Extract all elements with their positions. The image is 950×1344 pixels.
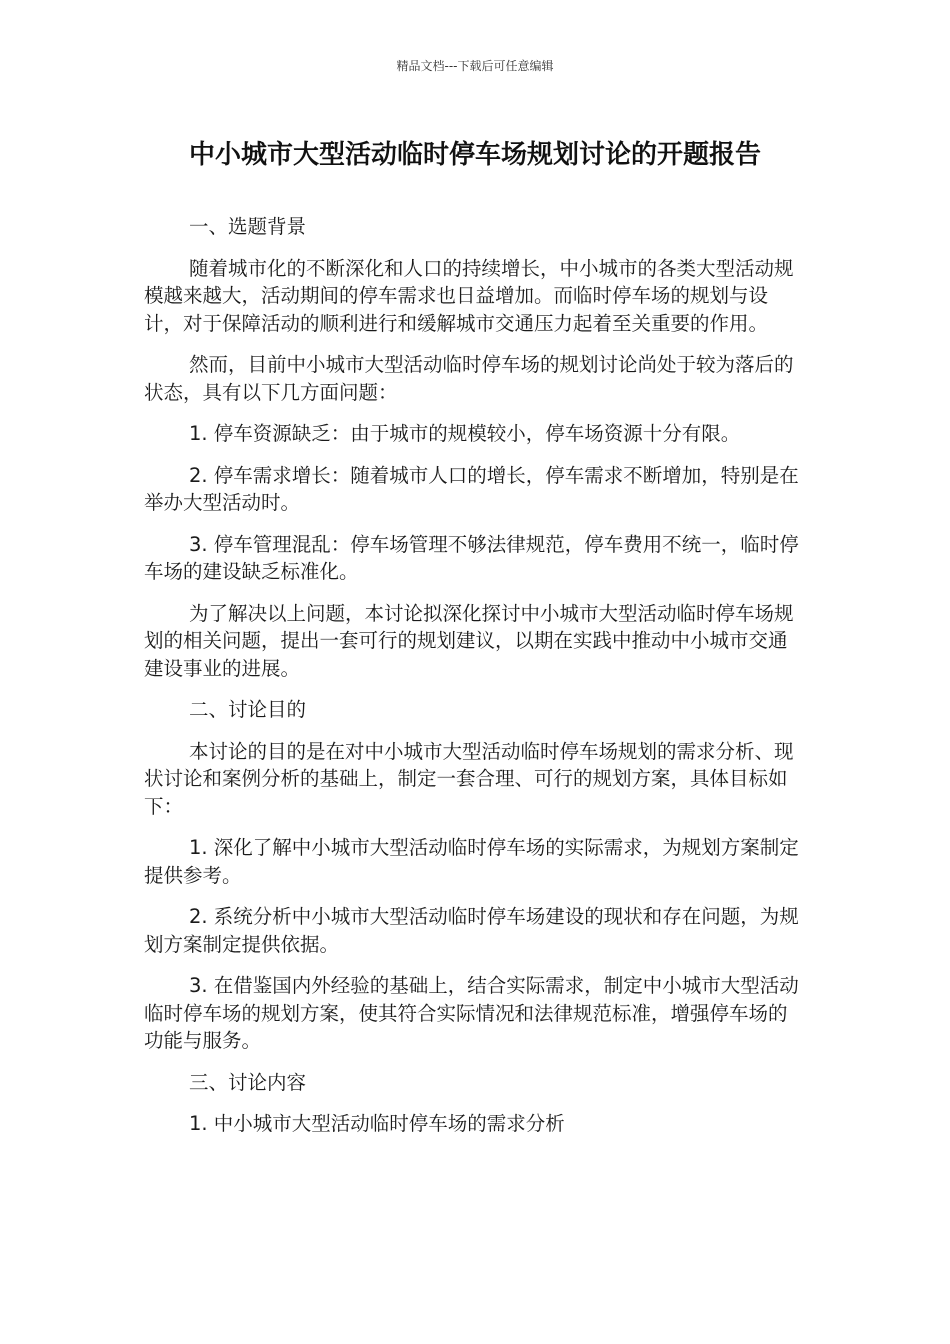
section-heading-purpose: 二、讨论目的 (189, 698, 307, 721)
header-note: 精品文档---下载后可任意编辑 (396, 59, 554, 73)
list-item-problem-3: 3. 停车管理混乱：停车场管理不够法律规范，停车费用不统一，临时停车场的建设缺乏标准化。 (144, 532, 799, 583)
document-title: 中小城市大型活动临时停车场规划讨论的开题报告 (188, 140, 761, 170)
list-item-goal-2: 2. 系统分析中小城市大型活动临时停车场建设的现状和存在问题，为规划方案制定提供依据。 (144, 905, 799, 956)
list-item-content-1: 1. 中小城市大型活动临时停车场的需求分析 (189, 1112, 565, 1135)
list-item-problem-2: 2. 停车需求增长：随着城市人口的增长，停车需求不断增加，特别是在举办大型活动时。 (144, 463, 799, 514)
section-heading-background: 一、选题背景 (189, 215, 307, 238)
document-body (144, 213, 800, 1152)
section-heading-content: 三、讨论内容 (189, 1070, 307, 1094)
paragraph-background: 随着城市化的不断深化和人口的持续增长，中小城市的各类大型活动规模越来越大，活动期间的停车需求也日益增加。而临时停车场的规划与设计，对于保障活动的顺利进行和缓解城市交通压力起着至关重要的作用。 (144, 256, 794, 335)
list-item-goal-3: 3. 在借鉴国内外经验的基础上，结合实际需求，制定中小城市大型活动临时停车场的规划方案，使其符合实际情况和法律规范标准，增强停车场的功能与服务。 (144, 974, 799, 1052)
paragraph-solution: 为了解决以上问题，本讨论拟深化探讨中小城市大型活动临时停车场规划的相关问题，提出一套可行的规划建议，以期在实践中推动中小城市交通建设事业的进展。 (144, 601, 794, 680)
paragraph-problems-intro: 然而，目前中小城市大型活动临时停车场的规划讨论尚处于较为落后的状态，具有以下几方面问题： (144, 353, 794, 404)
list-item-goal-1: 1. 深化了解中小城市大型活动临时停车场的实际需求，为规划方案制定提供参考。 (144, 836, 799, 887)
list-item-problem-1: 1. 停车资源缺乏：由于城市的规模较小，停车场资源十分有限。 (189, 422, 741, 445)
paragraph-purpose: 本讨论的目的是在对中小城市大型活动临时停车场规划的需求分析、现状讨论和案例分析的基础上，制定一套合理、可行的规划方案，具体目标如下： (144, 739, 794, 818)
